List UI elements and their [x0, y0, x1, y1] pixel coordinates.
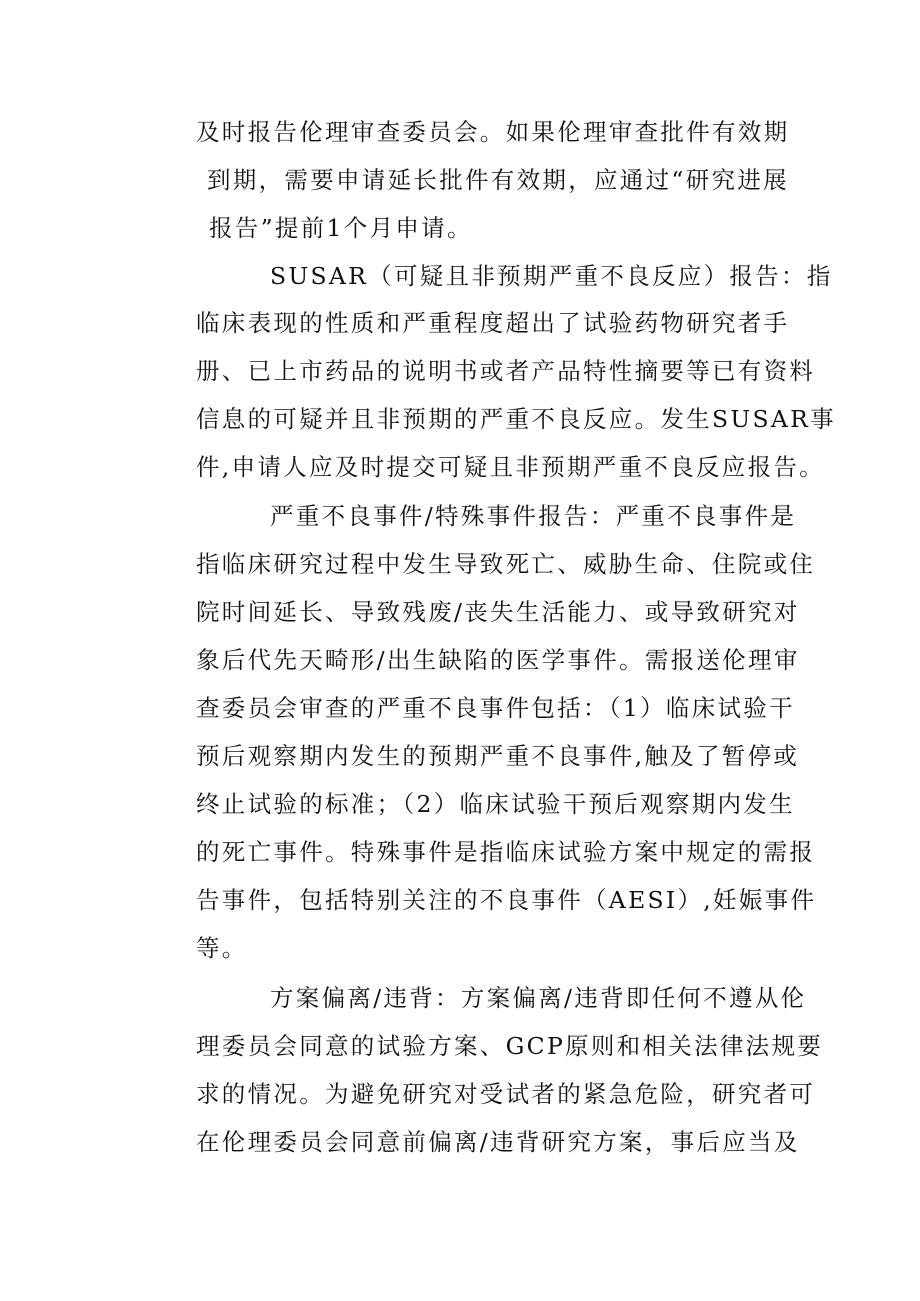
paragraph-2-line-5: 件,申请人应及时提交可疑且非预期严重不良反应报告。	[196, 453, 825, 481]
paragraph-3-line-5: 查委员会审查的严重不良事件包括：（1）临床试验干	[196, 694, 795, 722]
paragraph-4-line-4: 在伦理委员会同意前偏离/违背研究方案，事后应当及	[196, 1128, 800, 1156]
paragraph-3-line-1: 严重不良事件/特殊事件报告：严重不良事件是	[270, 502, 797, 530]
paragraph-3-line-9: 告事件，包括特别关注的不良事件（AESI）,妊娠事件	[196, 886, 817, 914]
paragraph-4-line-3: 求的情况。为避免研究对受试者的紧急危险，研究者可	[196, 1080, 816, 1108]
paragraph-2-line-3: 册、已上市药品的说明书或者产品特性摘要等已有资料	[196, 357, 816, 385]
paragraph-2-line-2: 临床表现的性质和严重程度超出了试验药物研究者手	[196, 309, 790, 337]
paragraph-3-line-6: 预后观察期内发生的预期严重不良事件,触及了暂停或	[196, 742, 800, 770]
paragraph-1-line-3: 报告”提前1个月申请。	[209, 214, 473, 242]
paragraph-3-line-10: 等。	[196, 934, 248, 962]
paragraph-3-line-4: 象后代先天畸形/出生缺陷的医学事件。需报送伦理审	[196, 646, 800, 674]
paragraph-3-line-2: 指临床研究过程中发生导致死亡、威胁生命、住院或住	[196, 550, 816, 578]
paragraph-3-line-7: 终止试验的标准；（2）临床试验干预后观察期内发生	[196, 790, 795, 818]
paragraph-1-line-1: 及时报告伦理审查委员会。如果伦理审查批件有效期	[196, 118, 790, 146]
paragraph-3-line-8: 的死亡事件。特殊事件是指临床试验方案中规定的需报	[196, 838, 816, 866]
paragraph-2-line-1: SUSAR（可疑且非预期严重不良反应）报告：指	[270, 262, 833, 290]
paragraph-2-line-4: 信息的可疑并且非预期的严重不良反应。发生SUSAR事	[196, 405, 836, 433]
paragraph-4-line-2: 理委员会同意的试验方案、GCP原则和相关法律法规要	[196, 1032, 824, 1060]
paragraph-1-line-2: 到期，需要申请延长批件有效期，应通过“研究进展	[207, 166, 789, 194]
paragraph-3-line-3: 院时间延长、导致残废/丧失生活能力、或导致研究对	[196, 598, 800, 626]
paragraph-4-line-1: 方案偏离/违背：方案偏离/违背即任何不遵从伦	[270, 984, 807, 1012]
